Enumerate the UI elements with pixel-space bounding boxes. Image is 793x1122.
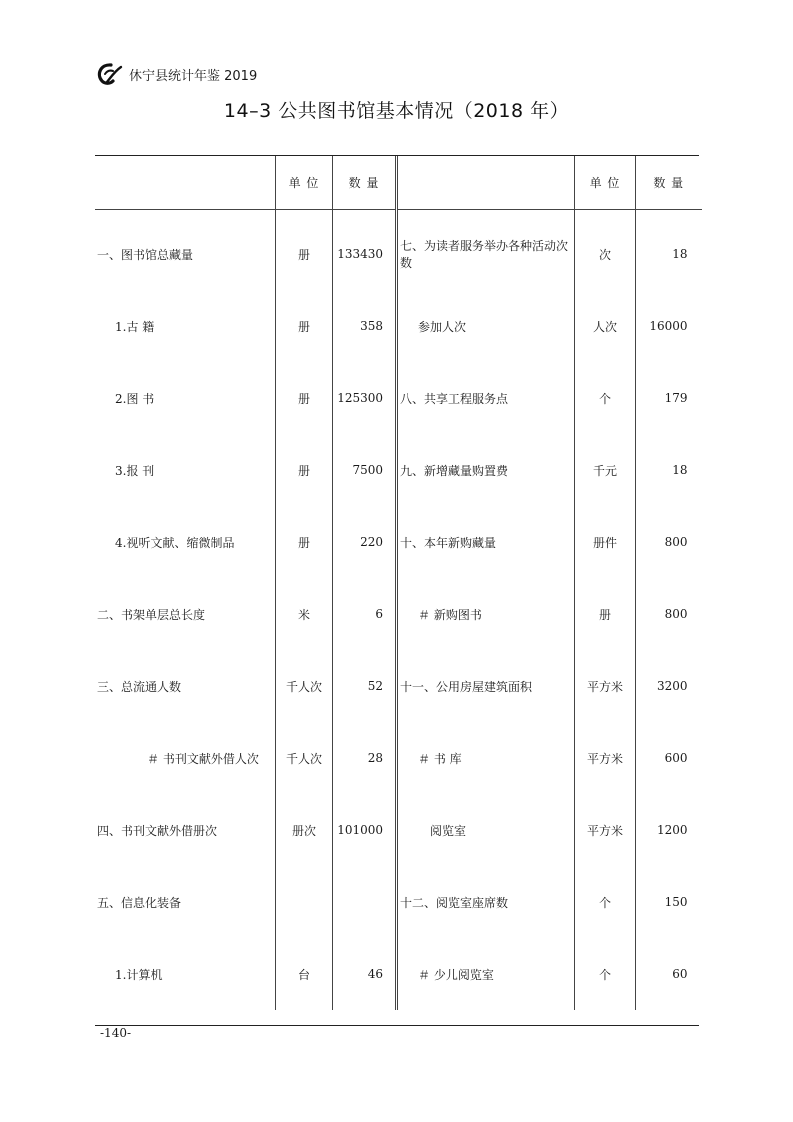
- left-item-qty: 125300: [333, 362, 397, 434]
- left-item-unit: 米: [276, 578, 333, 650]
- right-item-qty: 3200: [636, 650, 702, 722]
- left-item-qty: 28: [333, 722, 397, 794]
- right-item-name: 八、共享工程服务点: [397, 362, 575, 434]
- yearbook-name: 休宁县统计年鉴 2019: [129, 68, 258, 84]
- left-item-qty: 6: [333, 578, 397, 650]
- left-item-unit: [276, 866, 333, 938]
- left-item-name: 三、总流通人数: [97, 679, 182, 694]
- library-stats-table: [95, 155, 699, 1026]
- right-item-qty: 150: [636, 866, 702, 938]
- page-number: -140-: [100, 1026, 132, 1040]
- left-item-name: ＃ 书刊文献外借人次: [147, 751, 259, 766]
- right-item-name: ＃ 新购图书: [397, 578, 575, 650]
- left-item-qty: 358: [333, 290, 397, 362]
- right-item-unit: 人次: [575, 290, 636, 362]
- table-row: [95, 362, 702, 434]
- right-item-unit: 个: [575, 938, 636, 1010]
- right-item-unit: 个: [575, 866, 636, 938]
- left-item-name: 四、书刊文献外借册次: [97, 823, 218, 838]
- left-item-name: 3.报 刊: [115, 463, 155, 478]
- right-item-name: 参加人次: [397, 290, 575, 362]
- left-item-unit: 册次: [276, 794, 333, 866]
- right-qty-header: 数 量: [636, 156, 702, 210]
- right-item-qty: 800: [636, 578, 702, 650]
- left-item-unit: 册: [276, 218, 333, 290]
- left-qty-header: 数 量: [333, 156, 397, 210]
- right-item-name: ＃ 书 库: [397, 722, 575, 794]
- right-item-name: 十二、阅览室座席数: [397, 866, 575, 938]
- right-item-qty: 600: [636, 722, 702, 794]
- left-item-unit: 千人次: [276, 722, 333, 794]
- left-name-header: [95, 156, 276, 210]
- right-item-name: 十、本年新购藏量: [397, 506, 575, 578]
- right-item-unit: 册件: [575, 506, 636, 578]
- table-header-row: [95, 156, 702, 210]
- table-row: [95, 434, 702, 506]
- left-item-qty: 46: [333, 938, 397, 1010]
- right-item-name: 七、为读者服务举办各种活动次数: [397, 218, 575, 290]
- left-unit-header: 单 位: [276, 156, 333, 210]
- left-item-name: 1.计算机: [115, 967, 163, 982]
- page-header: [95, 60, 257, 88]
- right-item-unit: 次: [575, 218, 636, 290]
- right-item-name: 阅览室: [397, 794, 575, 866]
- left-item-unit: 千人次: [276, 650, 333, 722]
- left-item-qty: 101000: [333, 794, 397, 866]
- left-item-unit: 册: [276, 434, 333, 506]
- table-row: [95, 866, 702, 938]
- right-item-qty: 179: [636, 362, 702, 434]
- yearbook-logo-icon: [95, 62, 123, 86]
- right-item-unit: 平方米: [575, 650, 636, 722]
- right-item-qty: 800: [636, 506, 702, 578]
- left-item-qty: 133430: [333, 218, 397, 290]
- left-item-qty: 52: [333, 650, 397, 722]
- left-item-unit: 册: [276, 362, 333, 434]
- right-item-qty: 16000: [636, 290, 702, 362]
- left-item-name: 五、信息化装备: [97, 895, 182, 910]
- left-item-name: 一、图书馆总藏量: [97, 247, 194, 262]
- left-item-qty: [333, 866, 397, 938]
- table-row: [95, 722, 702, 794]
- table-row: [95, 506, 702, 578]
- right-item-unit: 平方米: [575, 722, 636, 794]
- table-row: [95, 290, 702, 362]
- right-item-qty: 18: [636, 434, 702, 506]
- table-row: [95, 938, 702, 1010]
- left-item-name: 1.古 籍: [115, 319, 155, 334]
- table-row: [95, 794, 702, 866]
- left-item-unit: 册: [276, 506, 333, 578]
- right-item-qty: 18: [636, 218, 702, 290]
- right-item-unit: 平方米: [575, 794, 636, 866]
- right-item-name: 九、新增藏量购置费: [397, 434, 575, 506]
- page-title: 14–3 公共图书馆基本情况（2018 年）: [223, 100, 570, 122]
- left-item-name: 4.视听文献、缩微制品: [115, 535, 235, 550]
- table-row: [95, 218, 702, 290]
- right-unit-header: 单 位: [575, 156, 636, 210]
- right-name-header: [397, 156, 575, 210]
- left-item-qty: 220: [333, 506, 397, 578]
- right-item-unit: 千元: [575, 434, 636, 506]
- right-item-unit: 个: [575, 362, 636, 434]
- left-item-name: 2.图 书: [115, 391, 155, 406]
- left-item-unit: 台: [276, 938, 333, 1010]
- table-row: [95, 650, 702, 722]
- right-item-unit: 册: [575, 578, 636, 650]
- left-item-qty: 7500: [333, 434, 397, 506]
- left-item-unit: 册: [276, 290, 333, 362]
- right-item-name: ＃ 少儿阅览室: [397, 938, 575, 1010]
- left-item-name: 二、书架单层总长度: [97, 607, 206, 622]
- table-row: [95, 578, 702, 650]
- right-item-qty: 1200: [636, 794, 702, 866]
- right-item-name: 十一、公用房屋建筑面积: [397, 650, 575, 722]
- right-item-qty: 60: [636, 938, 702, 1010]
